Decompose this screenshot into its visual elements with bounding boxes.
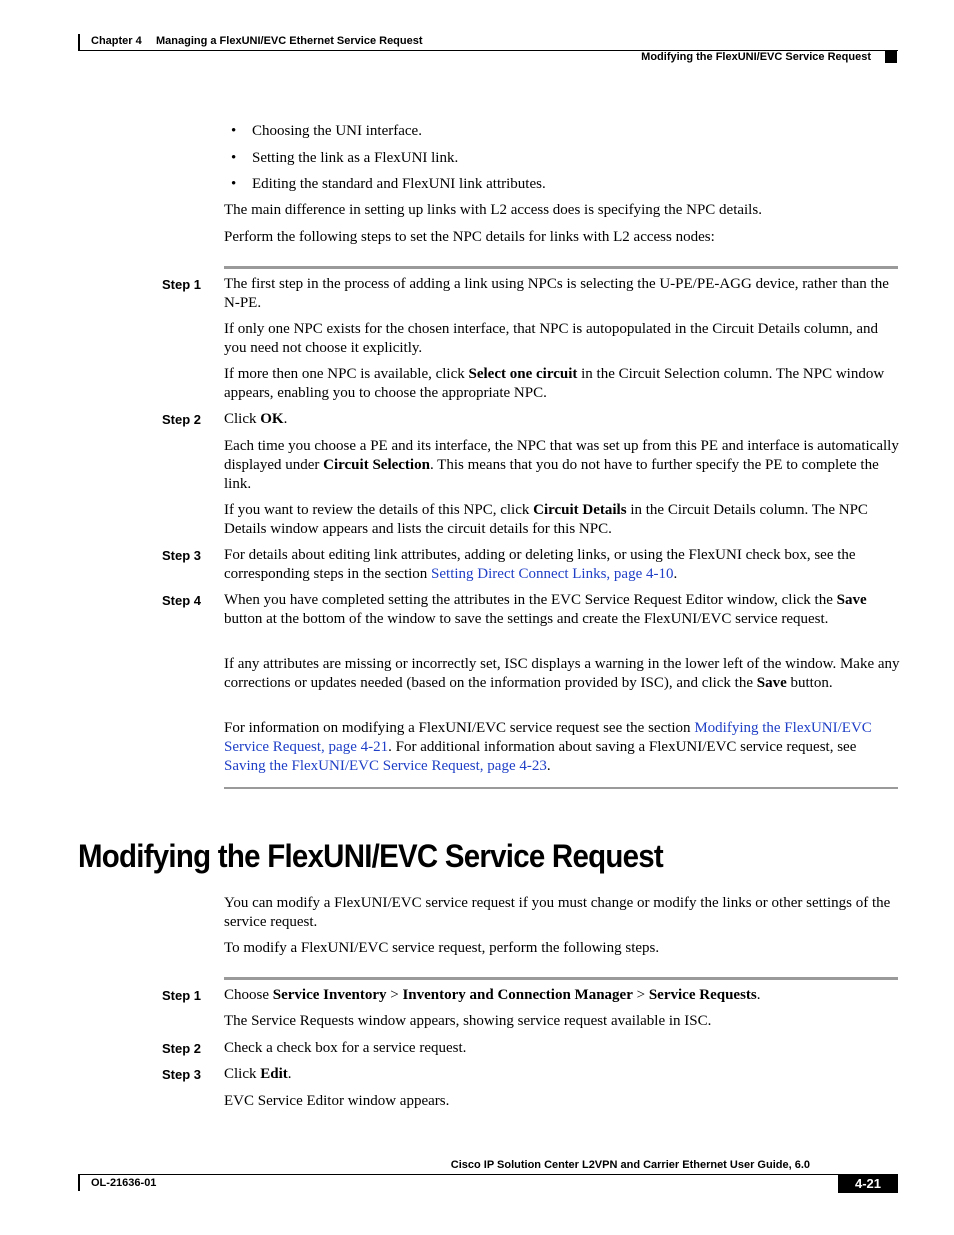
cross-reference-link[interactable]: Modifying the FlexUNI/EVC Service Request, page 4-21 (224, 720, 872, 755)
step-text: Each time you choose a PE and its interface, the NPC that was set up from this PE and interface is automatically displayed under Circuit Selection. This means that you do not have to further specify the PE to complete the link. (224, 438, 899, 492)
header-square (885, 51, 897, 63)
step-text: When you have completed setting the attributes in the EVC Service Request Editor window, click the Save button at the bottom of the window to save the settings and create the FlexUNI/EVC service request. (224, 592, 867, 627)
menu-path: Service Inventory (272, 987, 387, 1003)
cross-reference-link[interactable]: Setting Direct Connect Links, page 4-10 (431, 566, 674, 582)
section-heading: Modifying the FlexUNI/EVC Service Request (78, 838, 663, 874)
steps-top-rule (224, 266, 898, 269)
intro-paragraph: Perform the following steps to set the NPC details for links with L2 access nodes: (224, 229, 715, 245)
section-paragraph: To modify a FlexUNI/EVC service request, perform the following steps. (224, 940, 660, 956)
step-label: Step 1 (162, 277, 202, 292)
menu-path: Service Requests (648, 987, 757, 1003)
ui-term: Select one circuit (468, 366, 578, 382)
header-left-bar (78, 34, 80, 51)
step-text: If any attributes are missing or incorrectly set, ISC displays a warning in the lower left of the window. Make any corrections or updates needed (based on the information provided by ISC), and click the Save button. (224, 656, 900, 691)
step-label: Step 2 (162, 412, 202, 427)
bullet-dot: • (231, 150, 237, 166)
bullet-item: Setting the link as a FlexUNI link. (252, 150, 459, 166)
footer-guide-title: Cisco IP Solution Center L2VPN and Carrier Ethernet User Guide, 6.0 (450, 1159, 810, 1171)
ui-term: Circuit Selection (323, 457, 430, 473)
intro-paragraph: The main difference in setting up links with L2 access does is specifying the NPC details. (224, 202, 762, 218)
step-text: EVC Service Editor window appears. (224, 1093, 450, 1109)
step-text: Click OK. (224, 411, 288, 427)
steps-bottom-rule (224, 787, 898, 789)
step-text: If you want to review the details of this NPC, click Circuit Details in the Circuit Details column. The NPC Details window appears and lists the circuit details for this NPC. (224, 502, 868, 537)
step-text: If more then one NPC is available, click Select one circuit in the Circuit Selection column. The NPC window appears, enabling you to choose the appropriate NPC. (224, 366, 885, 401)
steps-top-rule (224, 977, 898, 980)
step-text: Choose Service Inventory > Inventory and Connection Manager > Service Requests. (224, 987, 761, 1003)
footer-rule (78, 1174, 898, 1175)
section-paragraph: You can modify a FlexUNI/EVC service request if you must change or modify the links or other settings of the service request. (224, 895, 891, 930)
bullet-dot: • (231, 176, 237, 192)
step-text: For information on modifying a FlexUNI/EVC service request see the section Modifying the FlexUNI/EVC Service Request, page 4-21. For additional information about saving a FlexUNI/EVC service request, see Saving the FlexUNI/EVC Service Request, page 4-23. (224, 720, 872, 774)
step-text: The first step in the process of adding a link using NPCs is selecting the U-PE/PE-AGG device, rather than the N-PE. (224, 276, 889, 311)
step-label: Step 3 (162, 548, 202, 563)
step-label: Step 2 (162, 1041, 202, 1056)
header-chapter-title: Managing a FlexUNI/EVC Ethernet Service Request (156, 35, 423, 47)
cross-reference-link[interactable]: Saving the FlexUNI/EVC Service Request, page 4-23 (224, 758, 547, 774)
step-text: Check a check box for a service request. (224, 1040, 467, 1056)
bullet-dot: • (231, 123, 237, 139)
bullet-item: Editing the standard and FlexUNI link attributes. (252, 176, 546, 192)
ui-term: OK (260, 411, 284, 427)
header-section: Modifying the FlexUNI/EVC Service Request (641, 51, 871, 63)
step-label: Step 3 (162, 1067, 202, 1082)
step-text: The Service Requests window appears, showing service request available in ISC. (224, 1013, 712, 1029)
bullet-item: Choosing the UNI interface. (252, 123, 422, 139)
ui-term: Edit (260, 1066, 288, 1082)
footer-doc-id: OL-21636-01 (91, 1177, 157, 1189)
header-chapter: Chapter 4 (91, 35, 142, 47)
ui-term: Save (836, 592, 867, 608)
step-label: Step 1 (162, 988, 202, 1003)
ui-term: Save (756, 675, 787, 691)
page-number: 4-21 (838, 1174, 898, 1193)
footer-left-bar (78, 1174, 80, 1191)
step-label: Step 4 (162, 593, 202, 608)
step-text: If only one NPC exists for the chosen interface, that NPC is autopopulated in the Circuit Details column, and you need not choose it explicitly. (224, 321, 879, 356)
step-text: Click Edit. (224, 1066, 292, 1082)
step-text: For details about editing link attributes, adding or deleting links, or using the FlexUNI check box, see the corresponding steps in the section Setting Direct Connect Links, page 4-10. (224, 547, 856, 582)
menu-path: Inventory and Connection Manager (402, 987, 633, 1003)
ui-term: Circuit Details (533, 502, 627, 518)
